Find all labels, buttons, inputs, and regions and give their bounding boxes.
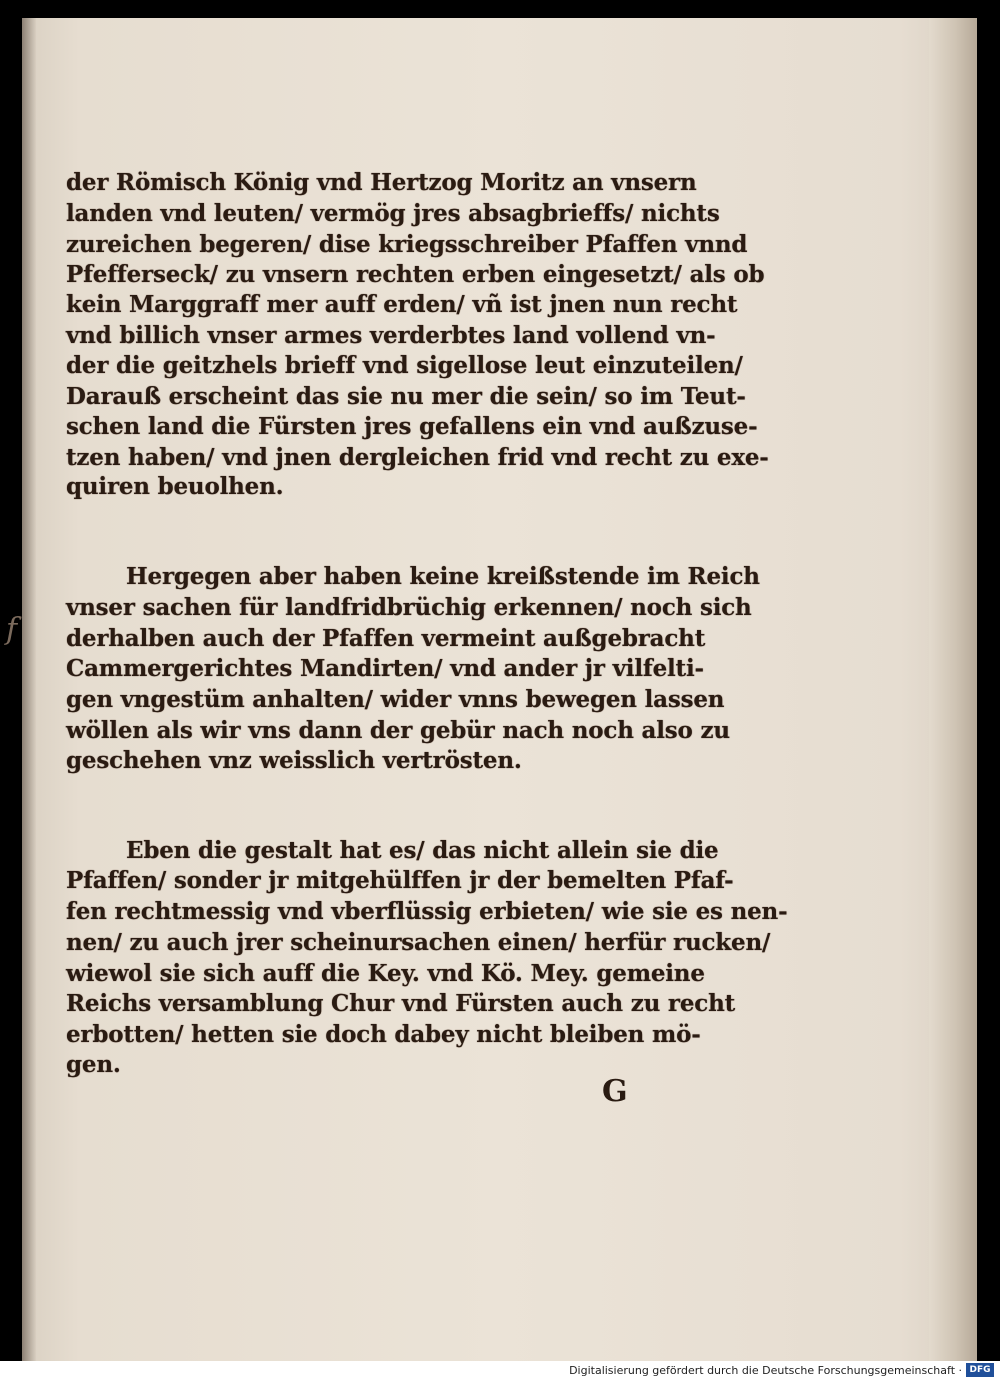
text-line: fen rechtmessig vnd vberflüssig erbieten/ wie sie es nen- <box>66 898 788 925</box>
text-line: erbotten/ hetten sie doch dabey nicht bleiben mö- <box>66 1021 701 1048</box>
text-line: Darauß erscheint das sie nu mer die sein/ so im Teut- <box>66 383 746 410</box>
text-line: Pfefferseck/ zu vnsern rechten erben eingesetzt/ als ob <box>66 261 765 288</box>
text-line: landen vnd leuten/ vermög jres absagbrieffs/ nichts <box>66 200 720 227</box>
dfg-logo[interactable]: DFG <box>966 1363 994 1377</box>
text-line: quiren beuolhen. <box>66 473 284 500</box>
text-line: Hergegen aber haben keine kreißstende im Reich <box>126 563 760 590</box>
text-line: kein Marggraff mer auff erden/ vñ ist jnen nun recht <box>66 291 738 318</box>
text-line: tzen haben/ vnd jnen dergleichen frid vnd recht zu exe- <box>66 444 769 471</box>
text-line: vnser sachen für landfridbrüchig erkennen/ noch sich <box>66 594 752 621</box>
text-line: schen land die Fürsten jres gefallens ein vnd außzuse- <box>66 413 758 440</box>
text-line: gen vngestüm anhalten/ wider vnns bewegen lassen <box>66 686 725 713</box>
page-left-edge <box>22 18 36 1361</box>
text-line: Pfaffen/ sonder jr mitgehülffen jr der bemelten Pfaf- <box>66 867 734 894</box>
text-line: wiewol sie sich auff die Key. vnd Kö. Mey. gemeine <box>66 960 705 987</box>
text-line: zureichen begeren/ dise kriegsschreiber Pfaffen vnnd <box>66 231 748 258</box>
text-line: vnd billich vnser armes verderbtes land vollend vn- <box>66 322 716 349</box>
text-line: nen/ zu auch jrer scheinursachen einen/ herfür rucken/ <box>66 929 771 956</box>
text-line: gen. <box>66 1051 121 1078</box>
text-line: Cammergerichtes Mandirten/ vnd ander jr vilfelti- <box>66 655 704 682</box>
margin-mark: f <box>6 612 18 647</box>
funding-credit: Digitalisierung gefördert durch die Deutsche Forschungsgemeinschaft · <box>569 1364 962 1377</box>
text-line: geschehen vnz weisslich vertrösten. <box>66 747 522 774</box>
signature-mark: G <box>602 1074 628 1109</box>
text-line: wöllen als wir vns dann der gebür nach noch also zu <box>66 717 730 744</box>
text-line: derhalben auch der Pfaffen vermeint außgebracht <box>66 625 706 652</box>
page-right-edge <box>929 18 977 1361</box>
text-line: Reichs versamblung Chur vnd Fürsten auch zu recht <box>66 990 736 1017</box>
text-line: der die geitzhels brieff vnd sigellose leut einzuteilen/ <box>66 352 743 379</box>
text-line: der Römisch König vnd Hertzog Moritz an vnsern <box>66 169 697 196</box>
text-line: Eben die gestalt hat es/ das nicht allein sie die <box>126 837 719 864</box>
